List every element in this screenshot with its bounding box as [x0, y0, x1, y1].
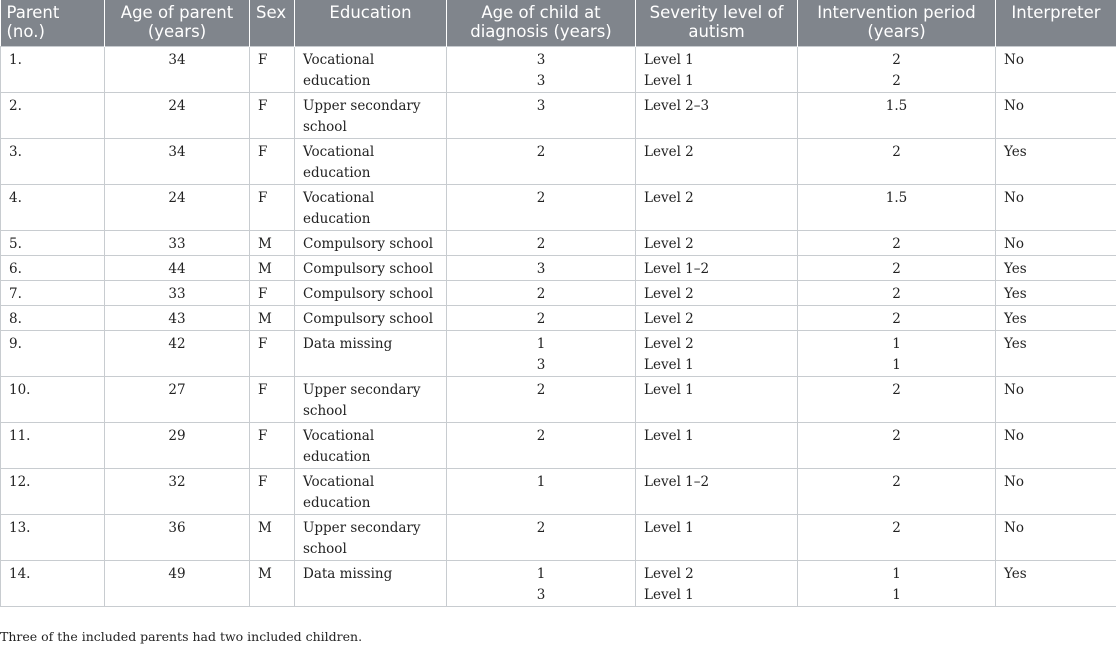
table-row	[1, 230, 1116, 255]
header-intervention: Intervention period (years)	[798, 0, 996, 46]
cell-intervention: 1 1	[798, 560, 996, 606]
header-parent: Parent (no.)	[1, 0, 105, 46]
cell-age-of-child: 3 3	[447, 46, 636, 92]
cell-parent: 1.	[1, 46, 105, 92]
cell-age-of-parent: 34	[105, 138, 250, 184]
cell-education: Data missing	[295, 330, 447, 376]
cell-age-of-parent: 24	[105, 184, 250, 230]
cell-education: Upper secondary school	[295, 376, 447, 422]
cell-age-of-child: 2	[447, 422, 636, 468]
cell-intervention: 2	[798, 255, 996, 280]
cell-intervention: 1.5	[798, 92, 996, 138]
cell-interpreter: No	[996, 376, 1116, 422]
cell-education: Vocational education	[295, 46, 447, 92]
cell-age-of-parent: 42	[105, 330, 250, 376]
cell-intervention: 2 2	[798, 46, 996, 92]
cell-severity: Level 2–3	[636, 92, 798, 138]
cell-education: Upper secondary school	[295, 514, 447, 560]
cell-severity: Level 1	[636, 514, 798, 560]
cell-severity: Level 1–2	[636, 255, 798, 280]
header-education: Education	[295, 0, 447, 46]
cell-education: Vocational education	[295, 468, 447, 514]
cell-sex: M	[250, 514, 295, 560]
cell-sex: F	[250, 92, 295, 138]
cell-interpreter: No	[996, 46, 1116, 92]
table-row	[1, 255, 1116, 280]
cell-interpreter: Yes	[996, 560, 1116, 606]
cell-sex: F	[250, 138, 295, 184]
table-header	[1, 0, 1116, 46]
cell-age-of-child: 3	[447, 255, 636, 280]
cell-age-of-child: 1 3	[447, 330, 636, 376]
cell-severity: Level 2	[636, 138, 798, 184]
cell-parent: 10.	[1, 376, 105, 422]
cell-parent: 5.	[1, 230, 105, 255]
cell-parent: 9.	[1, 330, 105, 376]
cell-intervention: 2	[798, 422, 996, 468]
cell-age-of-parent: 34	[105, 46, 250, 92]
cell-sex: F	[250, 184, 295, 230]
cell-education: Vocational education	[295, 184, 447, 230]
table-row	[1, 560, 1116, 606]
header-age-of-child: Age of child at diagnosis (years)	[447, 0, 636, 46]
cell-age-of-parent: 49	[105, 560, 250, 606]
cell-parent: 3.	[1, 138, 105, 184]
cell-age-of-child: 1	[447, 468, 636, 514]
cell-parent: 2.	[1, 92, 105, 138]
cell-intervention: 2	[798, 514, 996, 560]
cell-intervention: 2	[798, 230, 996, 255]
header-interpreter: Interpreter	[996, 0, 1116, 46]
cell-parent: 8.	[1, 305, 105, 330]
cell-sex: F	[250, 280, 295, 305]
cell-sex: F	[250, 330, 295, 376]
cell-education: Data missing	[295, 560, 447, 606]
cell-education: Compulsory school	[295, 230, 447, 255]
cell-parent: 12.	[1, 468, 105, 514]
cell-interpreter: No	[996, 184, 1116, 230]
cell-severity: Level 1	[636, 376, 798, 422]
table-row	[1, 330, 1116, 376]
cell-age-of-child: 3	[447, 92, 636, 138]
cell-sex: M	[250, 230, 295, 255]
cell-age-of-parent: 44	[105, 255, 250, 280]
cell-age-of-child: 2	[447, 376, 636, 422]
cell-intervention: 2	[798, 138, 996, 184]
cell-parent: 7.	[1, 280, 105, 305]
cell-interpreter: No	[996, 514, 1116, 560]
cell-age-of-child: 1 3	[447, 560, 636, 606]
table-row	[1, 305, 1116, 330]
cell-interpreter: No	[996, 230, 1116, 255]
cell-severity: Level 1 Level 1	[636, 46, 798, 92]
cell-sex: F	[250, 376, 295, 422]
cell-interpreter: No	[996, 468, 1116, 514]
cell-sex: M	[250, 560, 295, 606]
cell-education: Vocational education	[295, 422, 447, 468]
cell-age-of-parent: 36	[105, 514, 250, 560]
cell-severity: Level 2	[636, 305, 798, 330]
cell-parent: 11.	[1, 422, 105, 468]
cell-interpreter: Yes	[996, 330, 1116, 376]
cell-interpreter: Yes	[996, 138, 1116, 184]
cell-age-of-child: 2	[447, 514, 636, 560]
table-body	[1, 46, 1116, 606]
cell-age-of-parent: 43	[105, 305, 250, 330]
table-row	[1, 92, 1116, 138]
cell-age-of-parent: 33	[105, 230, 250, 255]
cell-severity: Level 2 Level 1	[636, 560, 798, 606]
cell-intervention: 2	[798, 376, 996, 422]
cell-severity: Level 1–2	[636, 468, 798, 514]
cell-interpreter: Yes	[996, 255, 1116, 280]
cell-parent: 6.	[1, 255, 105, 280]
cell-sex: F	[250, 468, 295, 514]
cell-education: Compulsory school	[295, 305, 447, 330]
table-row	[1, 376, 1116, 422]
table-row	[1, 46, 1116, 92]
cell-age-of-child: 2	[447, 230, 636, 255]
cell-intervention: 2	[798, 305, 996, 330]
cell-age-of-parent: 27	[105, 376, 250, 422]
cell-education: Compulsory school	[295, 255, 447, 280]
header-age-of-parent: Age of parent (years)	[105, 0, 250, 46]
cell-age-of-child: 2	[447, 184, 636, 230]
table-row	[1, 468, 1116, 514]
cell-sex: F	[250, 422, 295, 468]
cell-sex: M	[250, 255, 295, 280]
cell-education: Upper secondary school	[295, 92, 447, 138]
cell-education: Compulsory school	[295, 280, 447, 305]
header-sex: Sex	[250, 0, 295, 46]
cell-severity: Level 2	[636, 230, 798, 255]
cell-interpreter: No	[996, 422, 1116, 468]
table-row	[1, 514, 1116, 560]
cell-interpreter: Yes	[996, 305, 1116, 330]
cell-severity: Level 2 Level 1	[636, 330, 798, 376]
table-row	[1, 422, 1116, 468]
cell-intervention: 2	[798, 280, 996, 305]
table-row	[1, 184, 1116, 230]
table-row	[1, 138, 1116, 184]
cell-parent: 14.	[1, 560, 105, 606]
cell-severity: Level 2	[636, 280, 798, 305]
cell-parent: 13.	[1, 514, 105, 560]
cell-intervention: 1.5	[798, 184, 996, 230]
cell-intervention: 1 1	[798, 330, 996, 376]
cell-age-of-parent: 24	[105, 92, 250, 138]
cell-age-of-child: 2	[447, 280, 636, 305]
cell-age-of-child: 2	[447, 138, 636, 184]
cell-age-of-parent: 32	[105, 468, 250, 514]
table-row	[1, 280, 1116, 305]
cell-severity: Level 2	[636, 184, 798, 230]
cell-sex: M	[250, 305, 295, 330]
cell-age-of-parent: 33	[105, 280, 250, 305]
cell-age-of-parent: 29	[105, 422, 250, 468]
header-severity: Severity level of autism	[636, 0, 798, 46]
table-footnote: Three of the included parents had two included children.	[0, 629, 363, 644]
cell-severity: Level 1	[636, 422, 798, 468]
cell-interpreter: Yes	[996, 280, 1116, 305]
cell-parent: 4.	[1, 184, 105, 230]
cell-interpreter: No	[996, 92, 1116, 138]
cell-age-of-child: 2	[447, 305, 636, 330]
cell-education: Vocational education	[295, 138, 447, 184]
cell-intervention: 2	[798, 468, 996, 514]
cell-sex: F	[250, 46, 295, 92]
